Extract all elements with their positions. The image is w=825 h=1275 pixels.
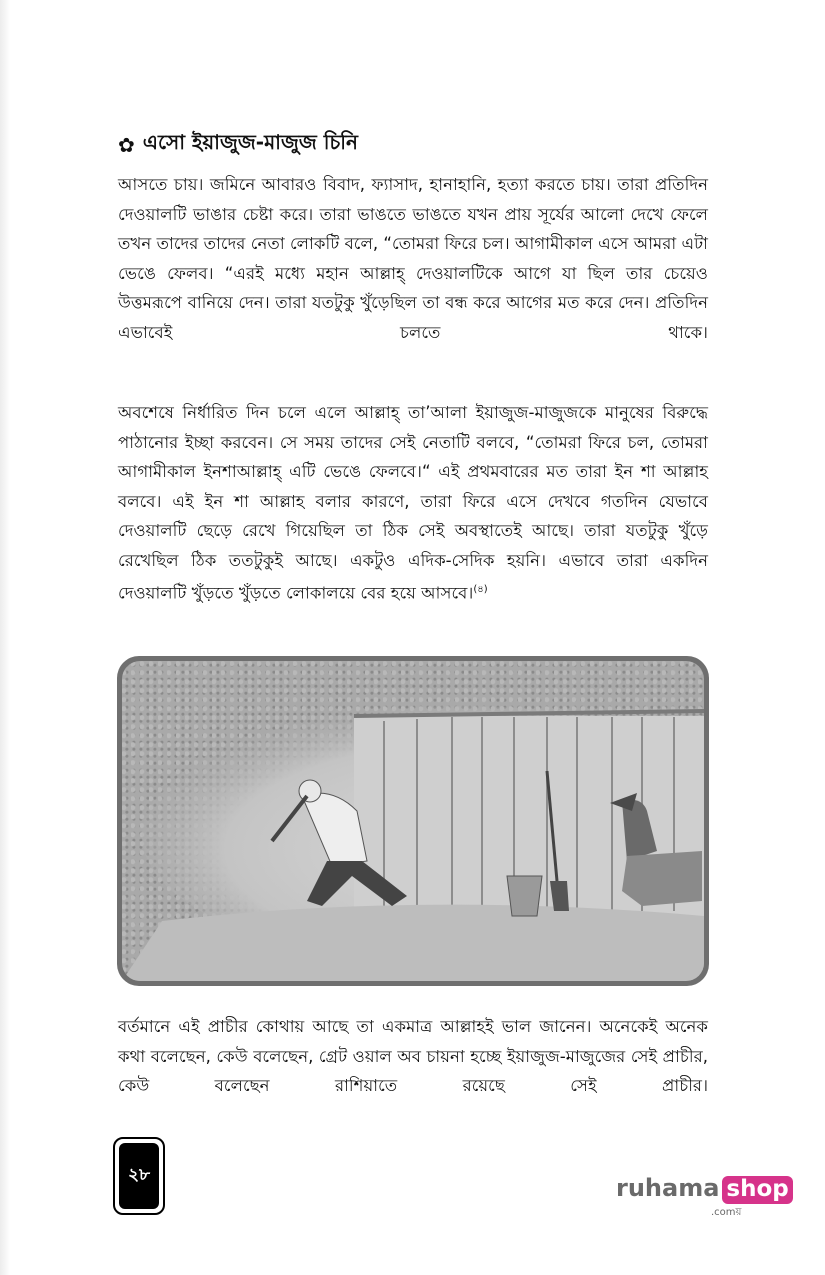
paragraph-1 bbox=[118, 170, 708, 347]
paragraph-3-text: বর্তমানে এই প্রাচীর কোথায় আছে তা একমাত্র আল্লাহই ভাল জানেন। অনেকেই অনেক কথা বলেছেন, কেউ বলেছেন, গ্রেট ওয়াল অব চায়না হচ্ছে ইয়াজুজ-মাজুজের সেই প্রাচীর, কেউ বলেছেন রাশিয়াতে রয়েছে সেই প্রাচীর। bbox=[118, 1017, 708, 1095]
paragraph-2-text: অবশেষে নির্ধারিত দিন চলে এলে আল্লাহ্ তা’আলা ইয়াজুজ-মাজুজকে মানুষের বিরুদ্ধে পাঠানোর ইচ্ছা করবেন। সে সময় তাদের সেই নেতাটি বলবে, “তোমরা ফিরে চল, তোমরা আগামীকাল ইনশাআল্লাহ্ এটি ভেঙে ফেলবে।“ এই প্রথমবারের মত তারা ইন শা আল্লাহ বলবে। এই ইন শা আল্লাহ বলার কারণে, তারা ফিরে এসে দেখবে গতদিন যেভাবে দেওয়ালটি ছেড়ে রেখে গিয়েছিল তা ঠিক সেই অবস্থাতেই আছে। তারা যতটুকু খুঁড়ে রেখেছিল ঠিক ততটুকুই আছে। একটুও এদিক-সেদিক হয়নি। এভাবে তারা একদিন দেওয়ালটি খুঁড়তে খুঁড়তে লোকালয়ে বের হয়ে আসবে। bbox=[118, 403, 708, 603]
page-edge-shadow bbox=[0, 0, 10, 1275]
ruhamashop-logo bbox=[616, 1174, 793, 1204]
paragraph-1-text: আসতে চায়। জমিনে আবারও বিবাদ, ফ্যাসাদ, হানাহানি, হত্যা করতে চায়। তারা প্রতিদিন দেওয়ালটি ভাঙার চেষ্টা করে। তারা ভাঙতে ভাঙতে যখন প্রায় সূর্যের আলো দেখে ফেলে তখন তাদের তাদের নেতা লোকটি বলে, “তোমরা ফিরে চল। আগামীকাল এসে আমরা এটা ভেঙে ফেলব। “এরই মধ্যে মহান আল্লাহ্ দেওয়ালটিকে আগে যা ছিল তার চেয়েও উত্তমরূপে বানিয়ে দেন। তারা যতটুকু খুঁড়েছিল তা বন্ধ করে আগের মত করে দেন। প্রতিদিন এভাবেই চলতে থাকে। bbox=[118, 175, 708, 342]
chapter-title: এসো ইয়াজুজ-মাজুজ চিনি bbox=[142, 130, 358, 154]
illustration-drawing bbox=[122, 661, 704, 981]
page-number: ২৮ bbox=[119, 1143, 159, 1209]
ground bbox=[122, 905, 704, 981]
paragraph-2 bbox=[118, 398, 708, 608]
page-number-badge bbox=[113, 1137, 165, 1215]
chapter-header bbox=[118, 128, 358, 161]
illustration-frame bbox=[117, 656, 709, 986]
logo-domain: .comয় bbox=[711, 1207, 742, 1218]
paragraph-3 bbox=[118, 1012, 708, 1101]
logo-shop-box: shop bbox=[722, 1176, 792, 1204]
logo-main-text: ruhama bbox=[616, 1174, 720, 1202]
flower-ornament-icon: ✿ bbox=[118, 132, 135, 157]
men-digging-wall-illustration bbox=[122, 661, 704, 981]
footnote-marker: (৪) bbox=[473, 584, 488, 595]
